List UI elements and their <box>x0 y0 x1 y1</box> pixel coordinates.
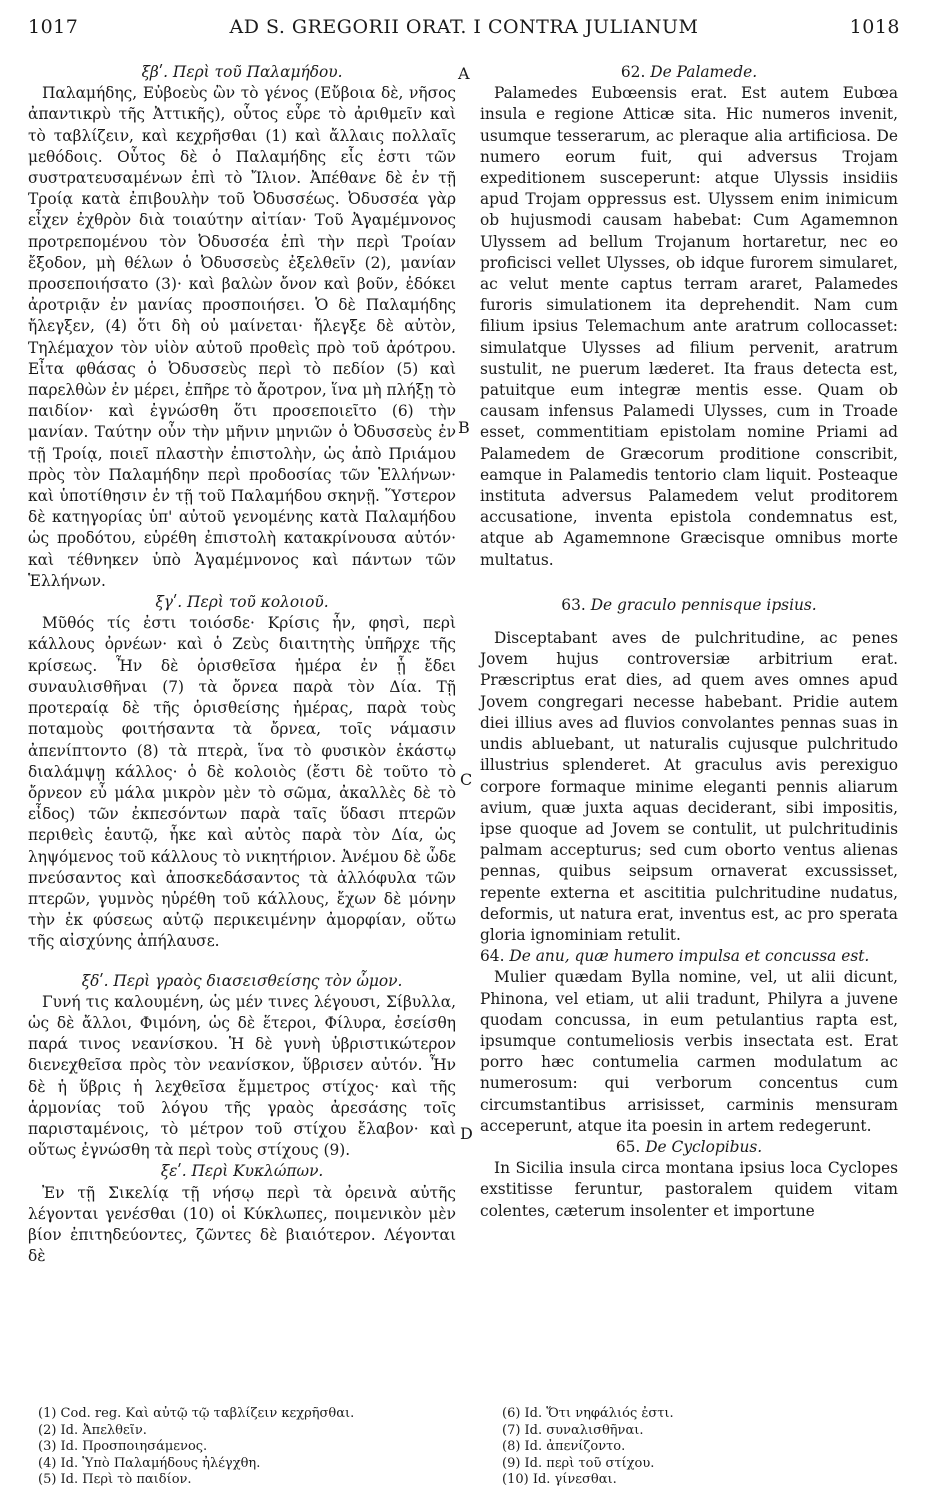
page-number-right: 1018 <box>849 16 900 38</box>
margin-letter-a: A <box>458 64 470 83</box>
latin-paragraph-62: Palamedes Eubœensis erat. Est autem Eubœa insula e regione Atticæ sita. Hic numeros invenit, usumque tesserarum, ac pleraque alia artificiosa. De numero eorum fuit, qui adversus Trojam expeditionem susceperunt: atque Ulyssis insidiis apud Trojam oppressus est. Ulyssem enim inimicum ob hujusmodi causam habebat: Cum Agamemnon Ulyssem ad bellum Trojanum hortaretur, nec eo proficisci vellet Ulysses, ob idque furorem simularet, ac velut mente captus terram araret, Palamedes furoris simulationem ita deprehendit. Nam cum filium ipsius Telemachum ante aratrum collocasset: simulatque Ulysses ad filium pervenit, aratrum sustulit, ne puerum læderet. Ita fraus detecta est, patuitque eum integræ mentis esse. Quam ob causam infensus Palamedi Ulysses, cum in Troade esset, commentitiam epistolam nomine Priami ad Palamedem de Græcorum proditione conscribit, eamque in Palamedis tentorio clam liquit. Posteaque instituta adversus Palamedem velut proditorem accusatione, inventa epistola condemnatus est, atque ab Agamemnone Græcisque omnibus morte multatus. <box>480 84 898 569</box>
latin-heading-63-title: De graculo pennisque ipsius. <box>590 595 817 614</box>
latin-heading-63 <box>480 595 898 616</box>
greek-heading-65: ξεʹ. Περὶ Κυκλώπων. <box>160 1162 324 1181</box>
footnote: (1) Cod. reg. Καὶ αὐτῷ τῷ ταβλίζειν κεχρῆσθαι. <box>38 1406 355 1421</box>
margin-letter-c: C <box>460 770 473 789</box>
latin-heading-65-title: De Cyclopibus. <box>645 1137 763 1156</box>
running-title: AD S. GREGORII ORAT. I CONTRA JULIANUM <box>229 16 699 38</box>
latin-paragraph-63: Disceptabant aves de pulchritudine, ac penes Jovem hujus controversiæ arbitrium erat. Præscriptus erat dies, ad quem aves omnes apud Jovem congregari necesse habebant. Pridie autem diei illius aves ad fluvios convolantes pennas suas in undis abluebant, ut naturalis cujusque pulchritudo illustrius splenderet. At graculus avis perexiguo corpore formaque minime eleganti pennis aliarum avium, quæ juxta aquas deciderant, sibi impositis, ipse quoque ad Jovem se contulit, ut pulchritudinis palmam accepturus; sed cum oborto ventus alienas pennas, quibus seipsum ornaverat excussisset, repente externa et ascititia pulchritudine nudatus, deformis, ut natura erat, inventus est, ac pro sperata gloria ignominiam retulit. <box>480 629 898 944</box>
spacer <box>480 616 898 628</box>
spacer <box>480 571 898 595</box>
latin-heading-65-number: 65. <box>615 1137 641 1156</box>
latin-heading-63-number: 63. <box>561 595 586 614</box>
footnote: (6) Id. Ὅτι νηφάλιός ἐστι. <box>502 1406 674 1421</box>
footnote: (8) Id. ἀπενίζοντο. <box>502 1439 626 1454</box>
greek-heading-63: ξγʹ. Περὶ τοῦ κολοιοῦ. <box>155 593 329 612</box>
margin-letter-b: B <box>458 418 470 437</box>
greek-paragraph-63: Μῦθός τίς ἐστι τοιόσδε· Κρίσις ἦν, φησὶ, περὶ κάλλους ὀρνέων· καὶ ὁ Ζεὺς διαιτητὴς ὑπῆρχε τῆς κρίσεως. Ἦν δὲ ὁρισθεῖσα ἡμέρα ἐν ᾗ ἔδει συναυλισθῆναι (7) τὰ ὄρνεα παρὰ τὸν Δία. Τῇ προτεραίᾳ δὲ τῆς ὁρισθείσης ἡμέρας, παρὰ τοὺς ποταμοὺς φοιτήσαντα τὰ ὄρνεα, τοῖς νάμασιν ἀπενίπτοντο (8) τὰ πτερὰ, ἵνα τὸ φυσικὸν ἑκάστῳ διαλάμψῃ κάλλος· ὁ δὲ κολοιὸς (ἔστι δὲ τοῦτο τὸ ὄρνεον εὖ μάλα μικρὸν μὲν τὸ σῶμα, ἀκαλλὲς δὲ τὸ εἶδος) τῶν ἐκπεσόντων παρὰ ταῖς ὕδασι πτερῶν περιθεὶς ἑαυτῷ, ἧκε καὶ αὐτὸς παρὰ τὸν Δία, ὡς ληψόμενος τοῦ κάλλους τὸ νικητήριον. Ἀνέμου δὲ ὧδε πνεύσαντος καὶ ἀποσκεδάσαντος τὰ ἀλλόφυλα τῶν πτερῶν, γυμνὸς ηὑρέθη τοῦ κάλλους, ἔχων δὲ μόνην τὴν ἐκ φύσεως αὐτῷ περικειμένην ἀμορφίαν, οὕτω τῆς αἰσχύνης ἀπήλαυσε. <box>28 614 456 951</box>
latin-heading-62-title: De Palamede. <box>650 63 758 81</box>
margin-letter-d: D <box>460 1124 473 1143</box>
greek-heading-64: ξδʹ. Περὶ γραὸς διασεισθείσης τὸν ὦμον. <box>81 971 403 990</box>
latin-heading-64 <box>480 946 898 967</box>
greek-column <box>28 62 456 1267</box>
footnotes-right <box>502 1406 902 1489</box>
footnote: (4) Id. Ὑπὸ Παλαμήδους ἠλέγχθη. <box>38 1455 261 1471</box>
greek-paragraph-65: Ἐν τῇ Σικελίᾳ τῇ νήσῳ περὶ τὰ ὀρεινὰ αὐτῆς λέγονται γενέσθαι (10) οἱ Κύκλωπες, ποιμενικὸν μὲν βίον ἐπιτηδεύοντες, ζῶντες δὲ βιαιότερον. Λέγονται δὲ <box>28 1183 456 1266</box>
page-header <box>28 16 900 42</box>
latin-paragraph-65: In Sicilia insula circa montana ipsius loca Cyclopes exstitisse feruntur, pastoralem quidem vitam colentes, cæterum insolenter et importune <box>480 1159 898 1220</box>
latin-column <box>480 62 898 1222</box>
greek-paragraph-62: Παλαμήδης, Εὐβοεὺς ὢν τὸ γένος (Εὔβοια δὲ, νῆσος ἀπαντικρὺ τῆς Ἀττικῆς), οὗτος εὗρε τὸ ἀριθμεῖν καὶ τὸ ταβλίζειν, καὶ κεχρῆσθαι (1) καὶ ἄλλαις πολλαῖς μεθόδοις. Οὗτος δὲ ὁ Παλαμήδης εἷς ἐστι τῶν συστρατευσαμένων ἐπὶ τὸ Ἴλιον. Ἀπέθανε δὲ ἐν τῇ Τροίᾳ κατὰ ἐπιβουλὴν τοῦ Ὀδυσσέως. Ὀδυσσέα γὰρ εἶχεν ἐχθρὸν διὰ τοιαύτην αἰτίαν· Τοῦ Ἀγαμέμνονος προτρεπομένου τὸν Ὀδυσσέα ἐπὶ τὴν περὶ Τροίαν ἔξοδον, μὴ θέλων ὁ Ὀδυσσεὺς ἐξελθεῖν (2), μανίαν προσεποιήσατο (3)· καὶ βαλὼν ὄνον καὶ βοῦν, ἐδόκει ἀροτριᾷν ἐν μανίας προσποιήσει. Ὁ δὲ Παλαμήδης ἤλεγξεν, (4) ὅτι δὴ οὐ μαίνεται· ἤλεγξε δὲ αὐτὸν, Τηλέμαχον τὸν υἱὸν αὐτοῦ προθεὶς πρὸ τοῦ ἀρότρου. Εἶτα φθάσας ὁ Ὀδυσσεὺς περὶ τὸ πεδίον (5) καὶ παρελθὼν ἐν μέρει, ἐπῆρε τὸ ἄροτρον, ἵνα μὴ πλήξῃ τὸ παιδίον· καὶ ἐγνώσθη ὅτι προσεποιεῖτο (6) τὴν μανίαν. Ταύτην οὖν τὴν μῆνιν μηνιῶν ὁ Ὀδυσσεὺς ἐν τῇ Τροίᾳ, ποιεῖ πλαστὴν ἐπιστολὴν, ὡς ἀπὸ Πριάμου πρὸς τὸν Παλαμήδην περὶ προδοσίας τῶν Ἑλλήνων· καὶ ὑποτίθησιν ἐν τῇ τοῦ Παλαμήδου σκηνῇ. Ὕστερον δὲ κατηγορίας ὑπ' αὐτοῦ γενομένης κατὰ Παλαμήδου ὡς προδότου, εὑρέθη ἐπιστολὴ κατακρίνουσα αὐτόν· καὶ τέθνηκεν ὑπὸ Ἀγαμέμνονος καὶ πάντων τῶν Ἑλλήνων. <box>28 84 456 590</box>
latin-paragraph-64: Mulier quædam Bylla nomine, vel, ut alii dicunt, Phinona, vel etiam, ut alii tradunt, Philyra a juvene quodam concussa, in eum petulantius rapta est, ipsumque contumeliosis verbis insectata est. Erat porro hæc contumelia carmen modulatum ac numerosum: qui verborum concentus cum circumstantibus arrisisset, carminis mensuram acceperunt, atque ita poesin in artem redegerunt. <box>480 968 898 1135</box>
latin-heading-62-number: 62. <box>620 63 646 81</box>
footnote: (9) Id. περὶ τοῦ στίχου. <box>502 1455 655 1471</box>
footnote: (5) Id. Περὶ τὸ παιδίον. <box>38 1472 192 1487</box>
footnote: (7) Id. συναλισθῆναι. <box>502 1422 644 1438</box>
latin-heading-64-number: 64. <box>480 947 505 966</box>
greek-heading-62: ξβʹ. Περὶ τοῦ Παλαμήδου. <box>141 63 343 81</box>
latin-heading-65 <box>480 1137 898 1158</box>
footnotes-left <box>38 1406 458 1489</box>
footnote: (3) Id. Προσποιησάμενος. <box>38 1439 208 1454</box>
footnote: (10) Id. γίνεσθαι. <box>502 1472 617 1487</box>
page-number-left: 1017 <box>28 16 79 38</box>
greek-paragraph-64: Γυνή τις καλουμένη, ὡς μέν τινες λέγουσι, Σίβυλλα, ὡς δὲ ἄλλοι, Φιμόνη, ὡς δὲ ἕτεροι, Φίλυρα, ἐσείσθη παρά τινος νεανίσκου. Ἡ δὲ γυνὴ ὑβριστικώτερον διενεχθεῖσα πρὸς τὸν νεανίσκον, ὕβρισεν αὐτόν. Ἦν δὲ ἡ ὕβρις ἡ λεχθεῖσα ἔμμετρος στίχος· καὶ τῆς ἁρμονίας τοῦ λόγου τῆς γραὸς ἀρεσάσης τοῖς παρισταμένοις, τὸ μέτρον τοῦ στίχου ἔλαβον· καὶ οὕτως ἐγνώσθη τὰ περὶ τοὺς στίχους (9). <box>28 992 456 1160</box>
spacer <box>28 953 456 971</box>
footnote: (2) Id. Ἀπελθεῖν. <box>38 1422 147 1438</box>
latin-heading-64-title: De anu, quæ humero impulsa et concussa est. <box>509 947 870 966</box>
latin-heading-62 <box>480 62 898 83</box>
